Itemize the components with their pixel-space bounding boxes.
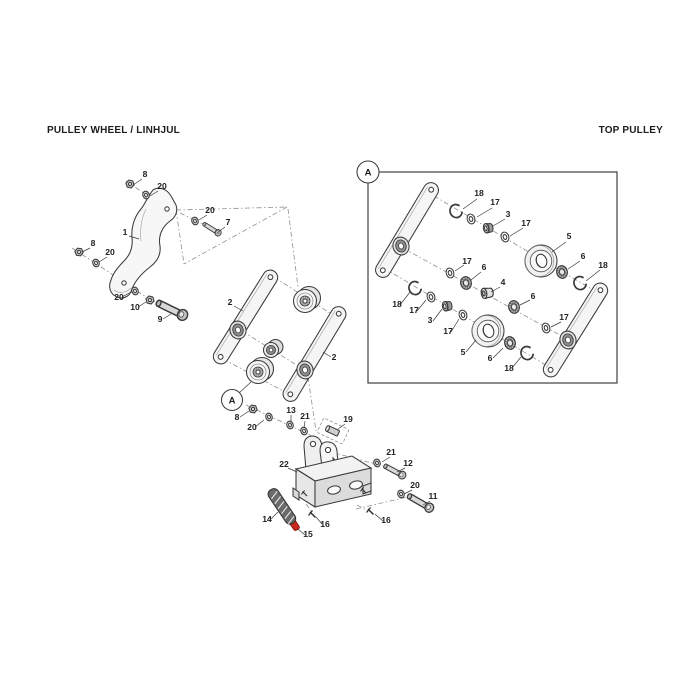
callout-part: 20 xyxy=(105,247,115,257)
callout-part: 15 xyxy=(303,529,313,539)
callout-part: 3 xyxy=(427,315,433,325)
pulley-wheel-bottom xyxy=(247,358,274,384)
retaining-ring-18 xyxy=(448,203,464,220)
callout-part: 17 xyxy=(521,218,531,228)
bushing-3 xyxy=(483,223,494,234)
callout-part: 20 xyxy=(157,181,167,191)
callout-part: 21 xyxy=(386,447,396,457)
page-title-left: PULLEY WHEEL / LINHJUL xyxy=(47,125,180,136)
washer-17 xyxy=(500,231,510,243)
screw-16 xyxy=(367,508,374,515)
callout-part: 20 xyxy=(114,292,124,302)
bearing-6 xyxy=(459,276,472,291)
callout-part: 3 xyxy=(505,209,511,219)
callout-part: 7 xyxy=(225,217,231,227)
callout-part: 5 xyxy=(566,231,572,241)
detail-ref-marker xyxy=(222,382,252,411)
washer-17 xyxy=(445,267,455,279)
callout-part: 20 xyxy=(410,480,420,490)
nut-8 xyxy=(125,180,135,189)
detail-bar-left xyxy=(373,180,441,280)
washer-13 xyxy=(286,420,295,430)
callout-part: 17 xyxy=(559,312,569,322)
callout-part: 17 xyxy=(462,256,472,266)
callout-part: 17 xyxy=(409,305,419,315)
mount-bracket-22 xyxy=(293,436,371,507)
washer-17 xyxy=(541,322,551,334)
bearing-6 xyxy=(555,265,568,280)
pulley-5 xyxy=(525,245,557,277)
washer-20 xyxy=(92,258,101,268)
pulley-5 xyxy=(472,315,504,347)
callout-part: 6 xyxy=(481,262,487,272)
callout-part: 11 xyxy=(428,491,438,501)
pulley-wheel-top xyxy=(294,287,321,313)
bearing-6 xyxy=(503,336,516,351)
screw-16 xyxy=(309,511,316,518)
callout-part: 8 xyxy=(142,169,148,179)
callout-part: 6 xyxy=(530,291,536,301)
callout-part: 17 xyxy=(490,197,500,207)
callout-part: 20 xyxy=(205,205,215,215)
callout-part: 16 xyxy=(381,515,391,525)
retaining-ring-18 xyxy=(407,280,423,297)
callout-part: 16 xyxy=(320,519,330,529)
callout-part: 1 xyxy=(122,227,128,237)
bolt-7 xyxy=(201,221,222,238)
nut-10 xyxy=(145,295,155,304)
callout-part: 13 xyxy=(286,405,296,415)
arm-part-1 xyxy=(110,188,177,298)
washer-17 xyxy=(458,309,468,321)
callout-part: 18 xyxy=(504,363,514,373)
callout-part: 12 xyxy=(403,458,413,468)
callout-part: 14 xyxy=(262,514,272,524)
washer-20 xyxy=(191,216,200,226)
detail-box-label: A xyxy=(364,167,372,179)
callout-part: 10 xyxy=(130,302,140,312)
callout-part: 2 xyxy=(227,297,233,307)
washer-21 xyxy=(373,458,382,468)
callout-part: 17 xyxy=(443,326,453,336)
detail-box-a xyxy=(357,161,617,383)
callout-part: 8 xyxy=(90,238,96,248)
callout-part: 5 xyxy=(460,347,466,357)
callout-part: 18 xyxy=(392,299,402,309)
callout-part: 22 xyxy=(279,459,289,469)
callout-part: 6 xyxy=(487,353,493,363)
retaining-ring-18 xyxy=(519,345,535,362)
spacer-4 xyxy=(481,287,494,299)
callout-part: 19 xyxy=(343,414,353,424)
callout-part: 8 xyxy=(234,412,240,422)
marker-a-label: A xyxy=(228,395,236,407)
link-bar-2-right xyxy=(280,304,348,404)
washer-20 xyxy=(265,412,274,422)
washer-17 xyxy=(426,291,436,303)
callout-part: 6 xyxy=(580,251,586,261)
page-title-right: TOP PULLEY xyxy=(598,125,663,136)
callout-part: 21 xyxy=(300,411,310,421)
bushing-3 xyxy=(442,301,453,312)
retaining-ring-18 xyxy=(572,275,588,292)
nut-8 xyxy=(248,405,258,414)
callout-part: 20 xyxy=(247,422,257,432)
callout-part: 9 xyxy=(157,314,163,324)
callout-part: 18 xyxy=(474,188,484,198)
callout-part: 2 xyxy=(331,352,337,362)
roller-spacer xyxy=(264,340,284,358)
callout-part: 4 xyxy=(500,277,506,287)
washer-17 xyxy=(466,213,476,225)
bearing-6 xyxy=(507,300,520,315)
callout-part: 18 xyxy=(598,260,608,270)
